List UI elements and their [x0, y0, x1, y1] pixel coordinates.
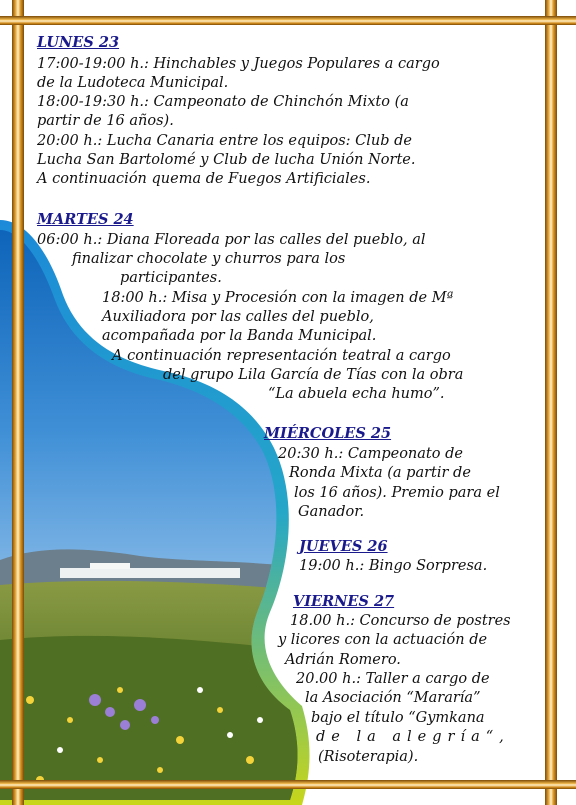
- text-line: 18:00-19:30 h.: Campeonato de Chinchón Mixto (a: [37, 94, 409, 110]
- text-line: 19:00 h.: Bingo Sorpresa.: [299, 558, 488, 574]
- text-line: Ganador.: [298, 504, 365, 520]
- text-line: A continuación representación teatral a cargo: [112, 348, 451, 364]
- text-line: 20.00 h.: Taller a cargo de: [296, 671, 490, 687]
- text-line: (Risoterapia).: [318, 749, 419, 765]
- text-line: bajo el título “Gymkana: [311, 710, 485, 726]
- day-heading-miercoles: MIÉRCOLES 25: [264, 425, 392, 442]
- day-heading-martes: MARTES 24: [37, 211, 134, 228]
- text-line: y licores con la actuación de: [278, 632, 488, 648]
- text-line: Auxiliadora por las calles del pueblo,: [102, 309, 374, 325]
- day-heading-viernes: VIERNES 27: [293, 593, 395, 610]
- text-line: Adrián Romero.: [285, 652, 401, 668]
- text-line: Lucha San Bartolomé y Club de lucha Unión Norte.: [37, 152, 416, 168]
- text-line: 18.00 h.: Concurso de postres: [290, 613, 511, 629]
- text-line: la Asociación “Mararía”: [305, 690, 481, 706]
- text-line: Ronda Mixta (a partir de: [289, 465, 471, 481]
- text-line: los 16 años). Premio para el: [294, 485, 500, 501]
- text-line: de la alegría“,: [316, 729, 510, 745]
- text-line: 20:00 h.: Lucha Canaria entre los equipos: Club de: [37, 133, 412, 149]
- text-line: 18:00 h.: Misa y Procesión con la imagen de Mª: [102, 290, 454, 306]
- text-line: partir de 16 años).: [37, 113, 174, 129]
- day-heading-lunes: LUNES 23: [37, 34, 120, 51]
- text-line: 17:00-19:00 h.: Hinchables y Juegos Populares a cargo: [37, 56, 440, 72]
- text-line: finalizar chocolate y churros para los: [72, 251, 346, 267]
- text-line: participantes.: [120, 270, 222, 286]
- text-line: 20:30 h.: Campeonato de: [278, 446, 463, 462]
- text-line: acompañada por la Banda Municipal.: [102, 328, 377, 344]
- text-line: “La abuela echa humo”.: [268, 386, 445, 402]
- day-heading-jueves: JUEVES 26: [299, 538, 388, 555]
- text-line: A continuación quema de Fuegos Artificiales.: [37, 171, 371, 187]
- text-line: del grupo Lila García de Tías con la obra: [163, 367, 464, 383]
- text-line: 06:00 h.: Diana Floreada por las calles del pueblo, al: [37, 232, 426, 248]
- text-line: de la Ludoteca Municipal.: [37, 75, 229, 91]
